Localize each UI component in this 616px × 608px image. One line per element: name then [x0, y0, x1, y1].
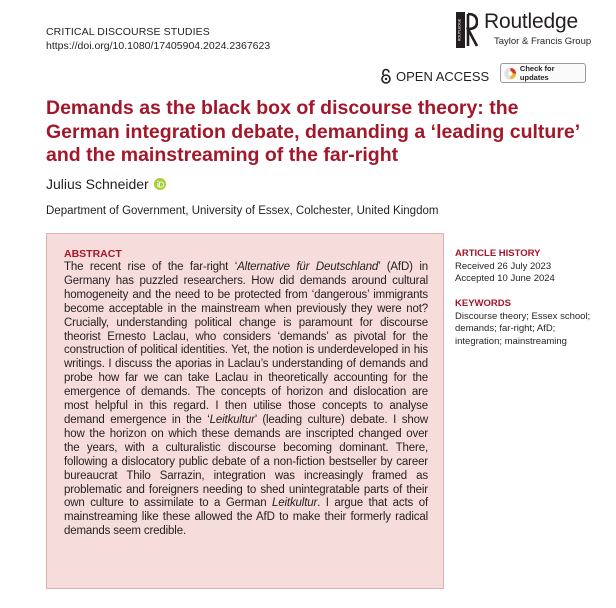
publisher-name: Routledge — [484, 10, 578, 33]
abstract-emph: Leitkultur — [272, 497, 318, 510]
article-history — [455, 248, 595, 286]
routledge-logo-icon — [456, 12, 478, 48]
accepted-date: Accepted 10 June 2024 — [455, 273, 555, 285]
publisher-subtitle: Taylor & Francis Group — [494, 36, 592, 47]
publisher-block — [456, 10, 596, 50]
abstract-box — [46, 233, 444, 589]
article-title: Demands as the black box of discourse theory: the German integration debate, demanding a ‘leading culture’ and the mainstreaming of the far-right — [46, 97, 580, 166]
orcid-icon[interactable] — [154, 178, 166, 190]
open-access-icon — [380, 68, 392, 84]
author-line — [46, 176, 166, 192]
abstract-part: . I argue that acts of mainstreaming like these allowed the AfD to make their formerly radical demands seem credible. — [64, 497, 428, 538]
abstract-part: ’ (leading culture) debate. I show how the horizon on which these demands are inscripted changed over the years, with a culturalistic discourse becoming dominant. There, following a dislocatory public debate of a non-fiction bestseller by career bureaucrat Thilo Sarrazin, integration was increasingly framed as problematic and foreigners needing to shed unintegratable parts of their own culture to assimilate to a German — [64, 413, 428, 510]
keywords-heading: KEYWORDS — [455, 298, 511, 309]
check-updates-button[interactable] — [500, 63, 586, 83]
doi-link[interactable]: https://doi.org/10.1080/17405904.2024.2367623 — [46, 40, 271, 52]
abstract-heading: ABSTRACT — [64, 248, 122, 260]
keywords-text: Discourse theory; Essex school; demands; far-right; AfD; integration; mainstreaming — [455, 310, 591, 347]
keywords — [455, 298, 595, 348]
abstract-emph: Alternative für Deutschland — [237, 261, 379, 273]
author-name[interactable]: Julius Schneider — [46, 176, 149, 192]
open-access-label — [380, 68, 489, 84]
check-updates-icon — [504, 67, 517, 80]
history-heading: ARTICLE HISTORY — [455, 248, 541, 259]
abstract-text — [64, 261, 428, 539]
abstract-part: ’ (AfD) in Germany has puzzled researchers. How did demands around cultural homogeneity and the need to be protected from ‘dangerous’ immigrants become acceptable in the mainstream when previously they were not? Crucially, understanding political change is paramount for discourse theorist Ernesto Laclau, who considers ‘demands’ as pivotal for the construction of political identities. Yet, the notion is underdeveloped in his writings. I discuss the aporias in Laclau’s understanding of demands and probe how far we can take Laclau in theoretically accounting for the emergence of demands. The concepts of horizon and dislocation are most helpful in this regard. I then utilise those concepts to analyse demand emergence in the ‘ — [64, 261, 428, 426]
affiliation: Department of Government, University of Essex, Colchester, United Kingdom — [46, 205, 439, 217]
routledge-logo-text: ROUTLEDGE — [457, 18, 462, 42]
abstract-part: The recent rise of the far-right ‘ — [64, 261, 238, 273]
journal-name: CRITICAL DISCOURSE STUDIES — [46, 26, 210, 38]
check-updates-text: Check for updates — [519, 64, 555, 82]
received-date: Received 26 July 2023 — [455, 260, 552, 272]
open-access-text: OPEN ACCESS — [396, 68, 490, 84]
abstract-emph: Leitkultur — [209, 413, 255, 426]
